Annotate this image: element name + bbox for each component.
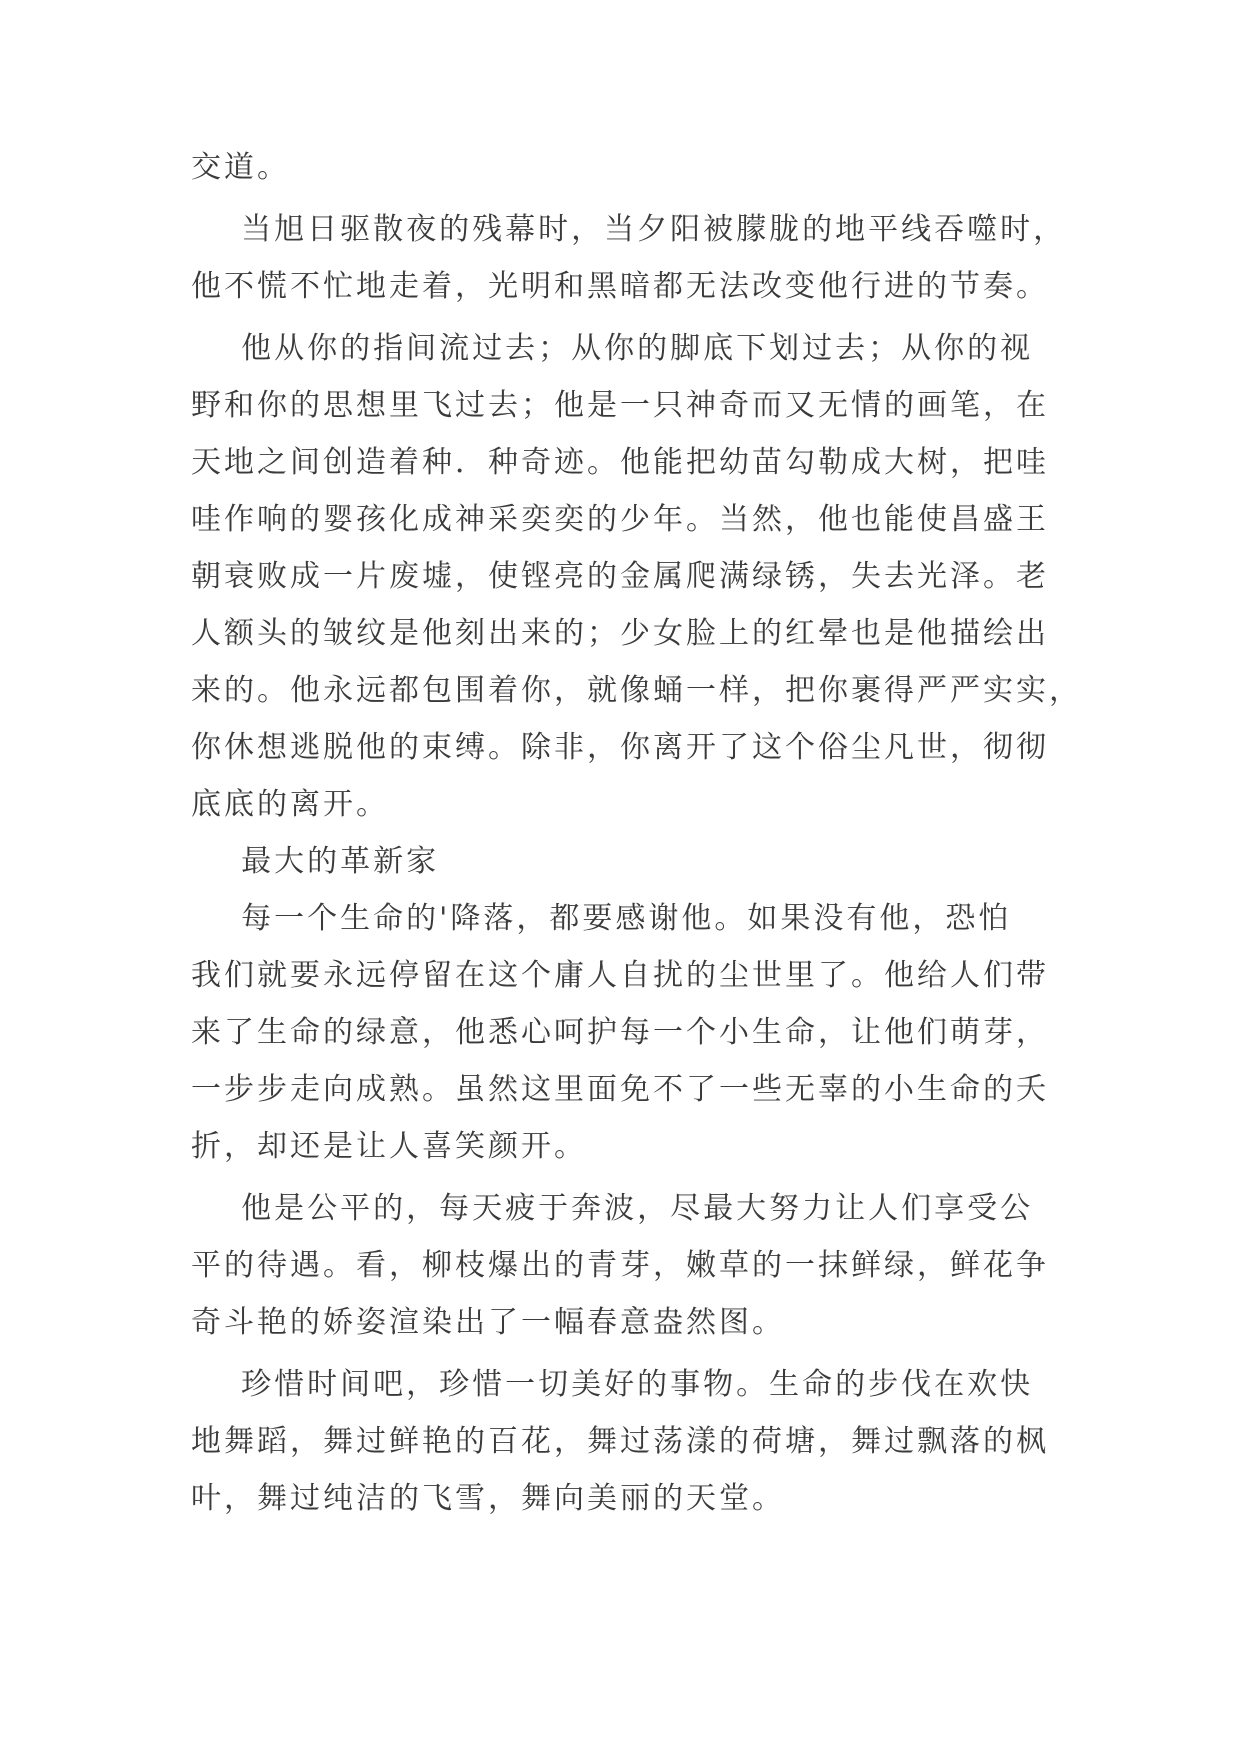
- text-line: 折，却还是让人喜笑颜开。: [191, 1129, 587, 1164]
- text-line: 野和你的思想里飞过去；他是一只神奇而又无情的画笔，在: [191, 388, 1049, 423]
- text-line: 人额头的皱纹是他刻出来的；少女脸上的红晕也是他描绘出: [191, 616, 1049, 651]
- text-line: 他是公平的，每天疲于奔波，尽最大努力让人们享受公: [191, 1191, 1034, 1226]
- text-line: 交道。: [191, 150, 290, 185]
- text-line: 他不慌不忙地走着，光明和黑暗都无法改变他行进的节奏。: [191, 269, 1049, 304]
- text-line: 天地之间创造着种．种奇迹。他能把幼苗勾勒成大树，把哇: [191, 445, 1049, 480]
- text-line: 底底的离开。: [191, 787, 389, 822]
- text-line: 平的待遇。看，柳枝爆出的青芽，嫩草的一抹鲜绿，鲜花争: [191, 1248, 1049, 1283]
- text-line: 你休想逃脱他的束缚。除非，你离开了这个俗尘凡世，彻彻: [191, 730, 1049, 765]
- text-line: 每一个生命的'降落，都要感谢他。如果没有他，恐怕: [191, 901, 1012, 936]
- text-line: 一步步走向成熟。虽然这里面免不了一些无辜的小生命的夭: [191, 1072, 1049, 1107]
- text-line: 哇作响的婴孩化成神采奕奕的少年。当然，他也能使昌盛王: [191, 502, 1049, 537]
- text-line: 奇斗艳的娇姿渲染出了一幅春意盎然图。: [191, 1305, 785, 1340]
- section-heading: 最大的革新家: [191, 844, 440, 879]
- text-line: 叶，舞过纯洁的飞雪，舞向美丽的天堂。: [191, 1481, 785, 1516]
- text-line: 来的。他永远都包围着你，就像蛹一样，把你裹得严严实实，: [191, 673, 1082, 708]
- text-line: 我们就要永远停留在这个庸人自扰的尘世里了。他给人们带: [191, 958, 1049, 993]
- text-line: 朝衰败成一片废墟，使铿亮的金属爬满绿锈，失去光泽。老: [191, 559, 1049, 594]
- text-line: 地舞蹈，舞过鲜艳的百花，舞过荡漾的荷塘，舞过飘落的枫: [191, 1424, 1049, 1459]
- text-line: 他从你的指间流过去；从你的脚底下划过去；从你的视: [191, 331, 1034, 366]
- text-line: 当旭日驱散夜的残幕时，当夕阳被朦胧的地平线吞噬时，: [191, 212, 1067, 247]
- text-line: 来了生命的绿意，他悉心呵护每一个小生命，让他们萌芽，: [191, 1015, 1049, 1050]
- text-line: 珍惜时间吧，珍惜一切美好的事物。生命的步伐在欢快: [191, 1367, 1034, 1402]
